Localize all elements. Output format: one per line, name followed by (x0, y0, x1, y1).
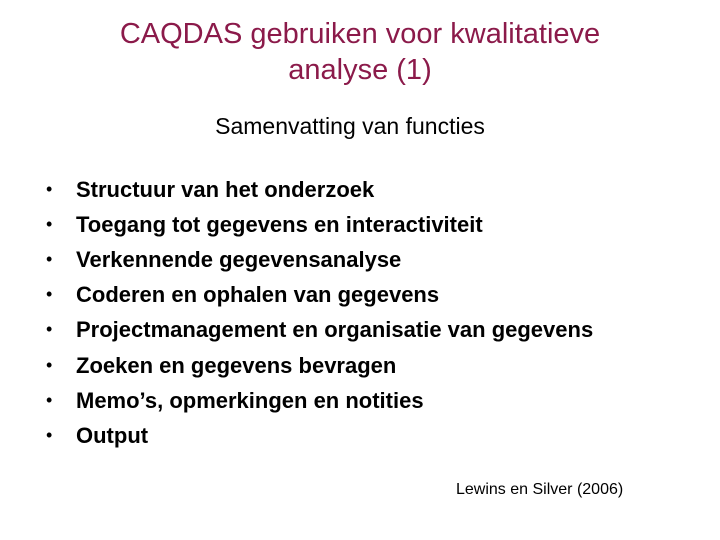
slide-title-line-2: analyse (1) (288, 54, 432, 86)
list-item-text: Memo’s, opmerkingen en notities (76, 388, 424, 413)
list-item (46, 176, 616, 203)
bullet-icon: • (46, 355, 53, 375)
list-item (46, 281, 616, 308)
bullet-icon: • (46, 249, 53, 269)
list-item (46, 316, 616, 343)
list-item (46, 387, 616, 414)
slide-title (0, 16, 720, 88)
list-item-text: Zoeken en gegevens bevragen (76, 353, 397, 378)
source-citation: Lewins en Silver (2006) (456, 481, 624, 498)
list-item (46, 352, 616, 379)
bullet-icon: • (46, 425, 53, 445)
list-item-text: Coderen en ophalen van gegevens (76, 282, 440, 307)
slide-subtitle: Samenvatting van functies (215, 113, 485, 139)
list-item (46, 246, 616, 273)
bullet-icon: • (46, 319, 53, 339)
bullet-icon: • (46, 284, 53, 304)
list-item (46, 211, 616, 238)
list-item-text: Structuur van het onderzoek (76, 177, 375, 202)
list-item (46, 422, 616, 449)
list-item-text: Verkennende gegevensanalyse (76, 247, 402, 272)
function-list (46, 176, 616, 457)
list-item-text: Toegang tot gegevens en interactiviteit (76, 212, 483, 237)
slide-title-line-1: CAQDAS gebruiken voor kwalitatieve (119, 18, 601, 50)
bullet-icon: • (46, 179, 53, 199)
bullet-icon: • (46, 390, 53, 410)
list-item-text: Projectmanagement en organisatie van gegevens (76, 317, 594, 342)
list-item-text: Output (76, 423, 149, 448)
bullet-icon: • (46, 214, 53, 234)
